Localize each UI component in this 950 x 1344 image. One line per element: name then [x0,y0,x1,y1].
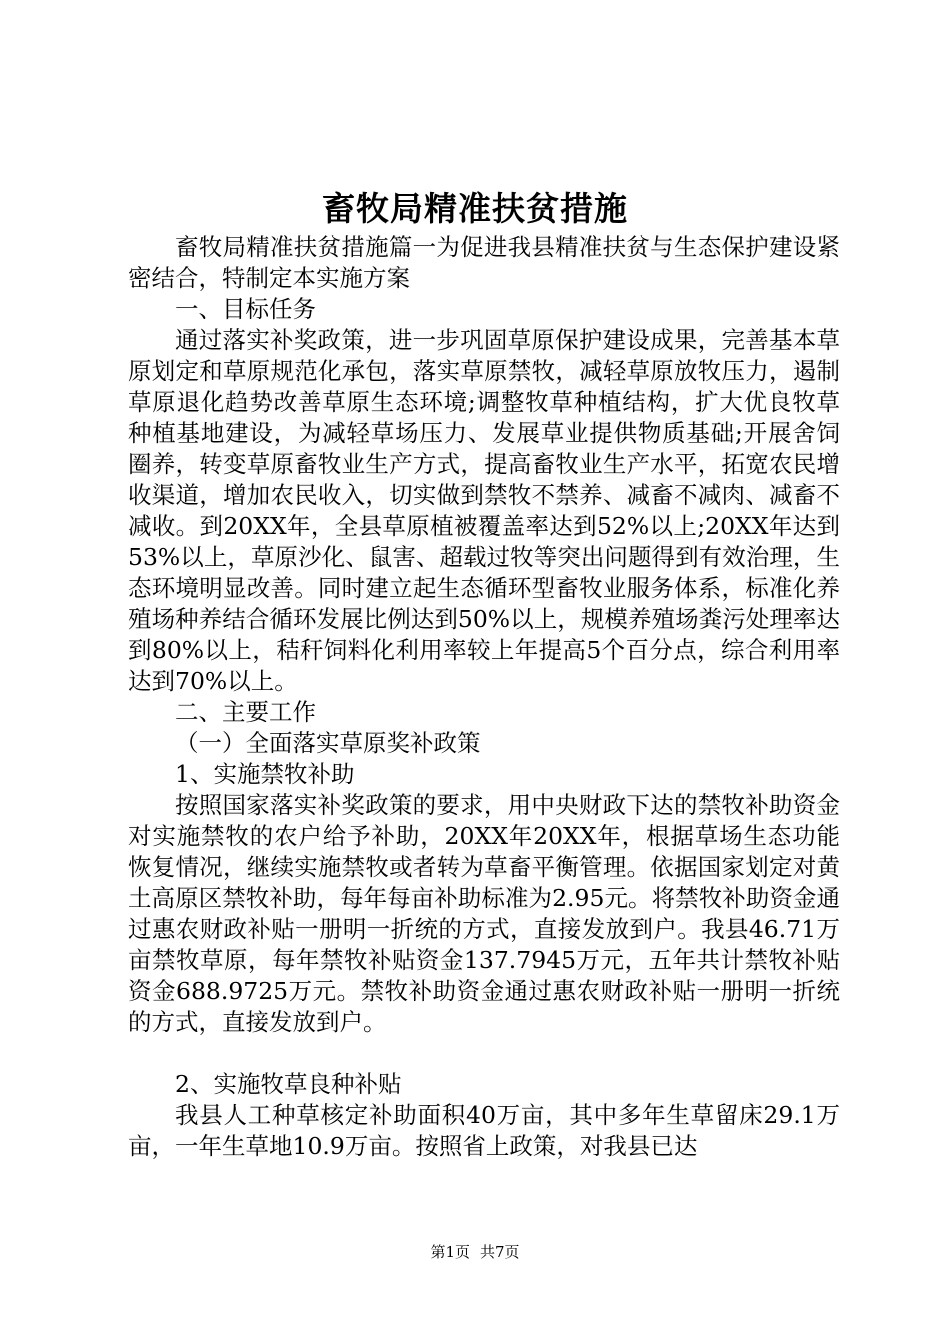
page-total: 共7页 [480,1243,520,1261]
goals-paragraph: 通过落实补奖政策，进一步巩固草原保护建设成果，完善基本草原划定和草原规范化承包，落实草原禁牧，减轻草原放牧压力，遏制草原退化趋势改善草原生态环境;调整牧草种植结构，扩大优良牧草种植基地建设，为减轻草场压力、发展草业提供物质基础;开展舍饲圈养，转变草原畜牧业生产方式，提高畜牧业生产水平，拓宽农民增收渠道，增加农民收入，切实做到禁牧不禁养、减畜不减肉、减畜不减收。到20XX年，全县草原植被覆盖率达到52%以上;20XX年达到53%以上，草原沙化、鼠害、超载过牧等突出问题得到有效治理，生态环境明显改善。同时建立起生态循环型畜牧业服务体系，标准化养殖场种养结合循环发展比例达到50%以上，规模养殖场粪污处理率达到80%以上，秸秆饲料化利用率较上年提高5个百分点，综合利用率达到70%以上。 [128,326,840,695]
page-number: 第1页 [430,1243,470,1261]
item-heading-forage-seed-subsidy: 2、实施牧草良种补贴 [175,1070,402,1098]
document-title: 畜牧局精准扶贫措施 [322,189,628,228]
subsection-heading-subsidy-policy: （一）全面落实草原奖补政策 [175,729,481,757]
item-heading-grazing-ban-subsidy: 1、实施禁牧补助 [175,760,355,788]
grazing-ban-paragraph: 按照国家落实补奖政策的要求，用中央财政下达的禁牧补助资金对实施禁牧的农户给予补助，20XX年20XX年，根据草场生态功能恢复情况，继续实施禁牧或者转为草畜平衡管理。依据国家划定对黄土高原区禁牧补助，每年每亩补助标准为2.95元。将禁牧补助资金通过惠农财政补贴一册明一折统的方式，直接发放到户。我县46.71万亩禁牧草原，每年禁牧补贴资金137.7945万元，五年共计禁牧补贴资金688.9725万元。禁牧补助资金通过惠农财政补贴一册明一折统的方式，直接发放到户。 [128,791,840,1036]
page-footer [0,1242,950,1262]
document-body [128,232,840,1162]
forage-seed-paragraph: 我县人工种草核定补助面积40万亩，其中多年生草留床29.1万亩，一年生草地10.9万亩。按照省上政策，对我县已达 [128,1101,840,1160]
section-heading-main-work: 二、主要工作 [175,698,316,726]
intro-paragraph: 畜牧局精准扶贫措施篇一为促进我县精准扶贫与生态保护建设紧密结合，特制定本实施方案 [128,233,840,292]
section-heading-goals: 一、目标任务 [175,295,316,323]
